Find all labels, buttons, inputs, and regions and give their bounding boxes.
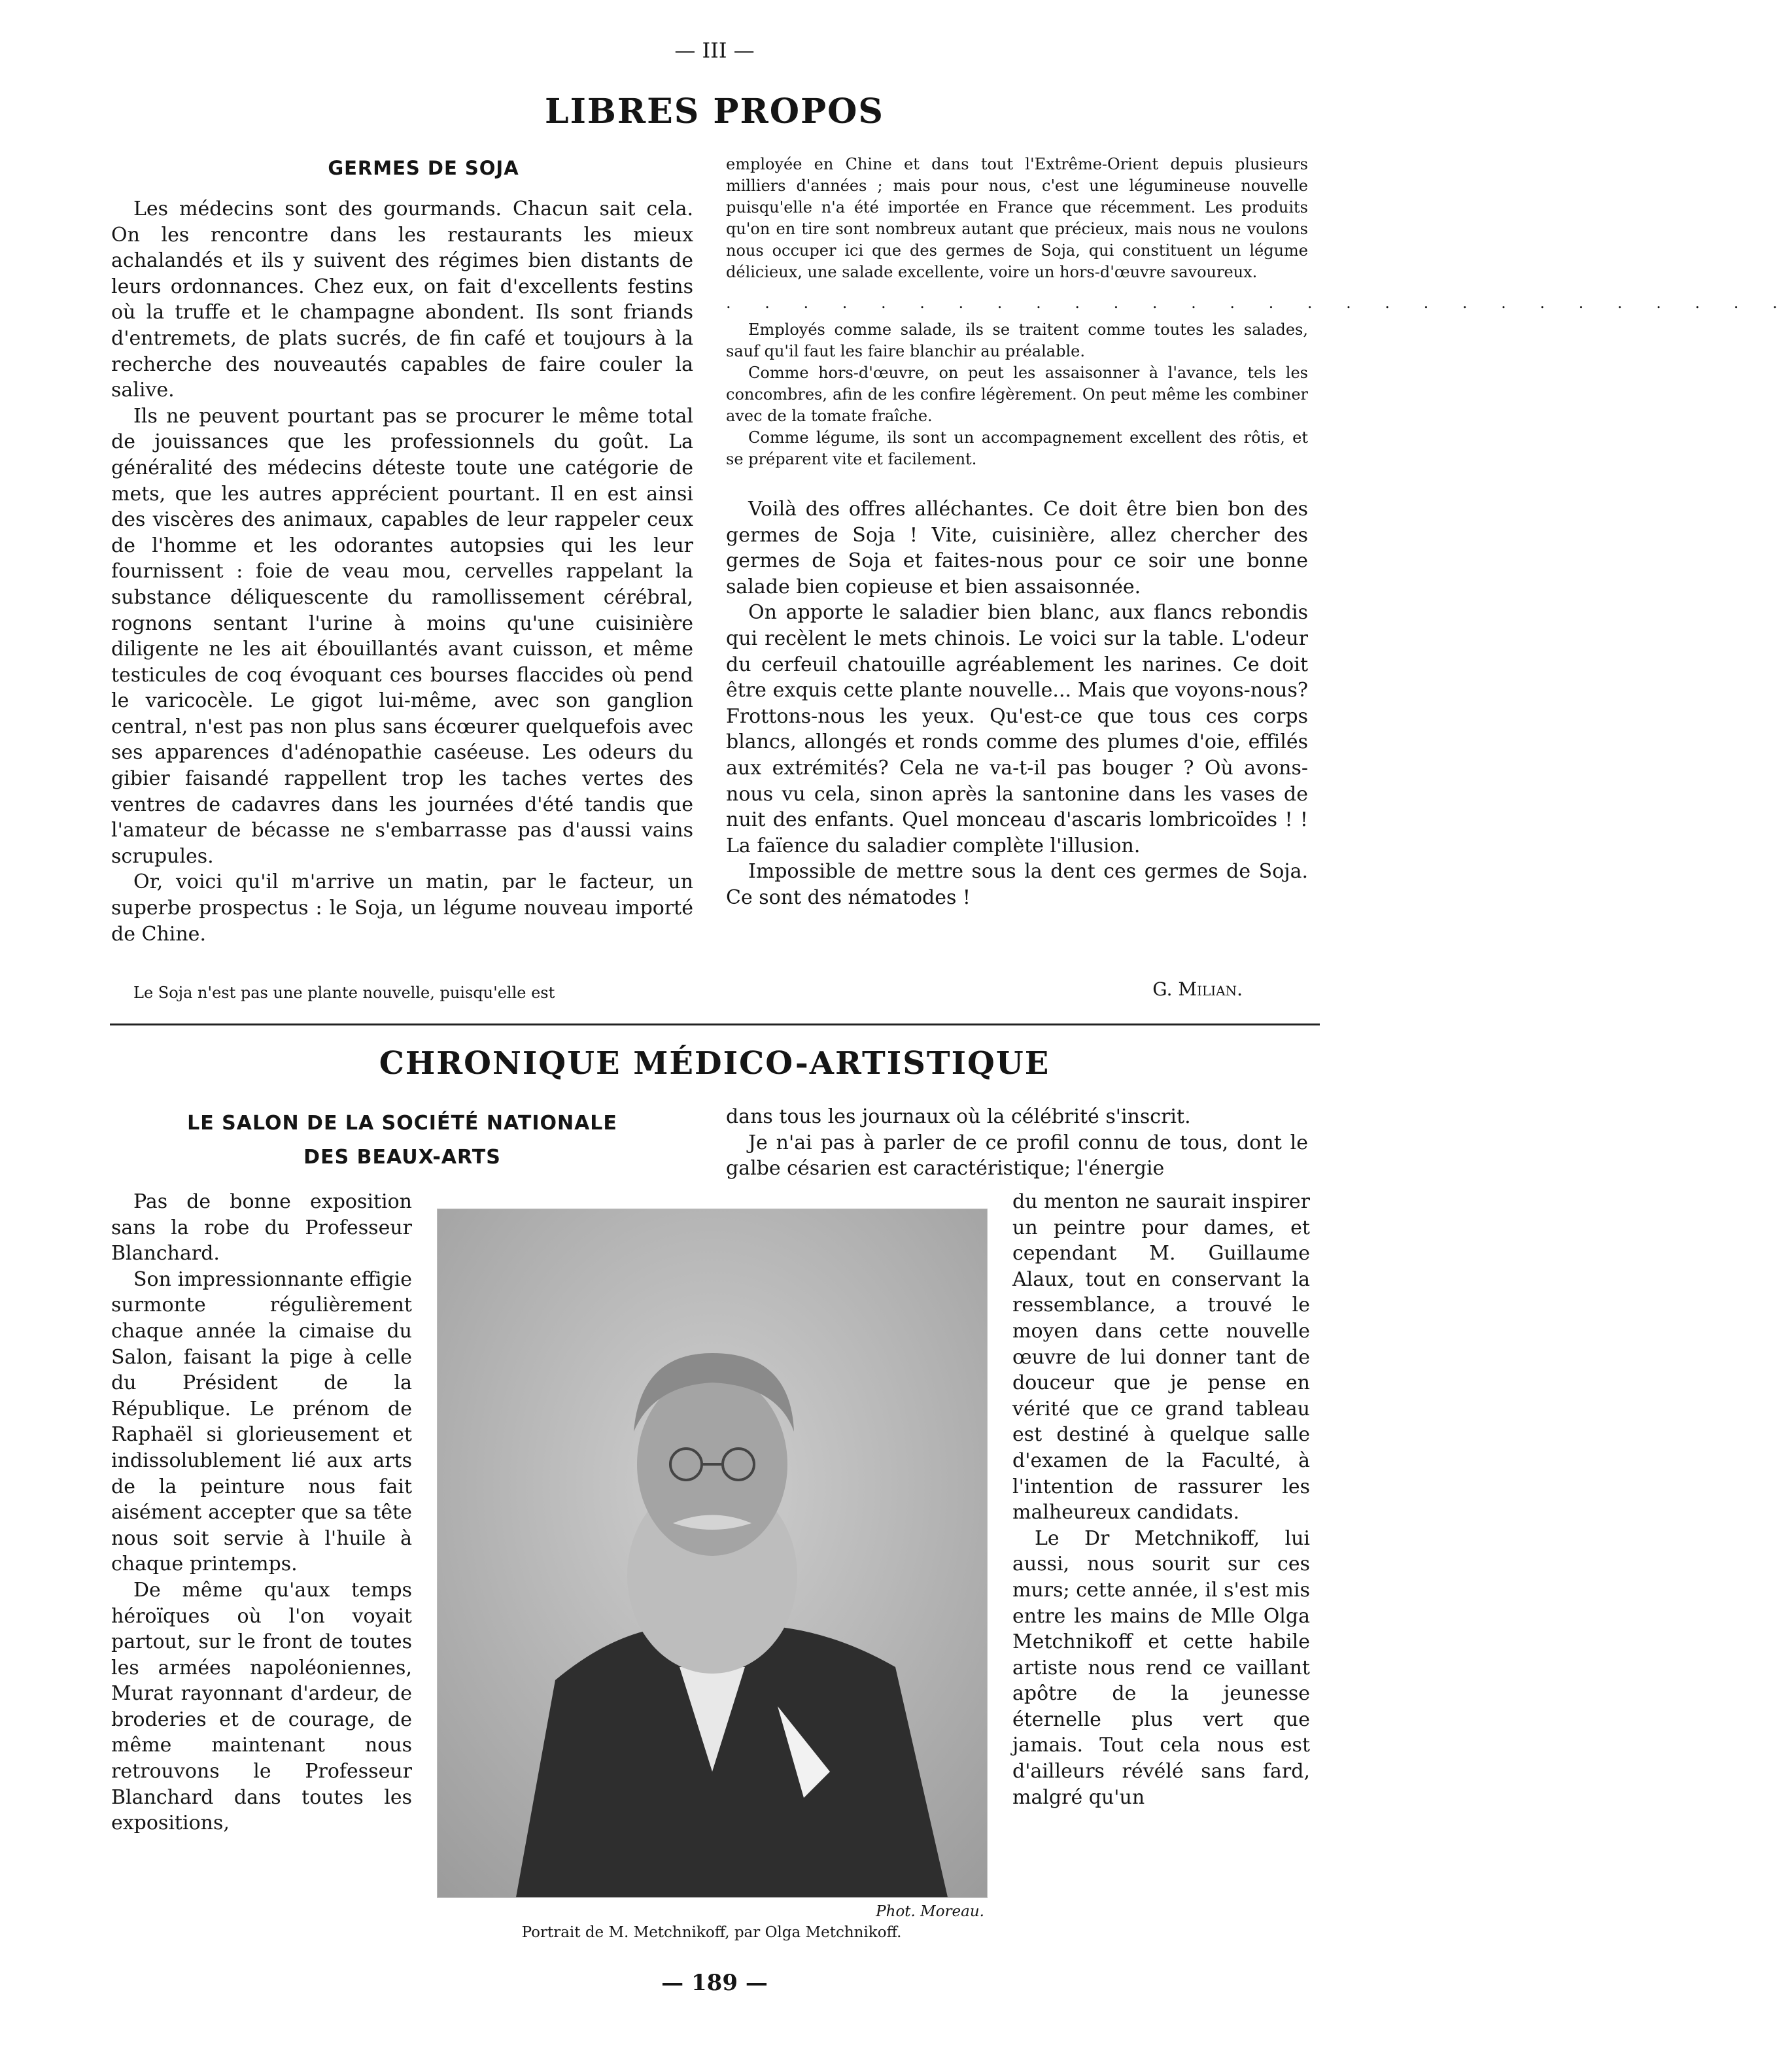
photo-credit: Phot. Moreau.	[876, 1903, 984, 1920]
paragraph: Le Dr Metchnikoff, lui aussi, nous sourit sur ces murs; cette année, il s'est mis entre les mains de Mlle Olga Metchnikoff et cette habile artiste nous rend ce vaillant apôtre de la jeunesse éternelle plus vert que jamais. Tout cela nous est d'ailleurs révélé sans fard, malgré qu'un	[1012, 1526, 1310, 1809]
paragraph: Je n'ai pas à parler de ce profil connu de tous, dont le galbe césarien est caractéristique; l'énergie	[726, 1131, 1308, 1180]
paragraph: Les médecins sont des gourmands. Chacun sait cela. On les rencontre dans les restaurants les mieux achalandés et ils y suivent des régimes bien distants de leurs ordonnances. Chez eux, on fait d'excellents festins où la truffe et le champagne abondent. Ils sont friands d'entremets, de plats sucrés, de fin café et toujours à la recherche des nouveautés capables de faire couler la salive.	[111, 198, 693, 402]
right-column-libres-propos	[726, 154, 1792, 911]
small-text-left: Le Soja n'est pas une plante nouvelle, puisqu'elle est	[133, 984, 555, 1002]
section-divider	[110, 1024, 1320, 1025]
small-text-block: Employés comme salade, ils se traitent comme toutes les salades, sauf qu'il faut les faire blanchir au préalable.	[726, 320, 1308, 360]
paragraph: Voilà des offres alléchantes. Ce doit être bien bon des germes de Soja ! Vite, cuisinière, allez chercher des germes de Soja et faites-nous pour ce soir une bonne salade bien copieuse et bien assaisonnée.	[726, 498, 1308, 598]
section-title-libres-propos: LIBRES PROPOS	[545, 92, 884, 131]
portrait-photo	[437, 1209, 988, 1898]
page-number: — 189 —	[661, 1970, 768, 1996]
small-text-block: Comme légume, ils sont un accompagnement excellent des rôtis, et se préparent vite et facilement.	[726, 428, 1308, 468]
portrait-illustration	[438, 1209, 987, 1897]
paragraph: du menton ne saurait inspirer un peintre pour dames, et cependant M. Guillaume Alaux, tout en conservant la ressemblance, a trouvé le moyen dans cette nouvelle œuvre de lui donner tant de douceur que je pense en vérité que ce grand tableau est destiné à quelque salle d'examen de la Faculté, à l'intention de rassurer les malheureux candidats.	[1012, 1190, 1310, 1524]
small-text-block: Comme hors-d'œuvre, on peut les assaisonner à l'avance, tels les concombres, afin de les confire légèrement. On peut même les combiner avec de la tomate fraîche.	[726, 364, 1308, 425]
paragraph: Pas de bonne exposition sans la robe du Professeur Blanchard.	[111, 1190, 412, 1265]
portrait-caption: Portrait de M. Metchnikoff, par Olga Metchnikoff.	[521, 1924, 902, 1941]
paragraph: Son impressionnante effigie surmonte régulièrement chaque année la cimaise du Salon, faisant la pige à celle du Président de la République. Le prénom de Raphaël si glorieusement et indissolublement lié aux arts de la peinture nous fait aisément accepter que sa tête nous soit servie à l'huile à chaque printemps.	[111, 1267, 412, 1576]
ellipsis-divider: . . . . . . . . . . . . . . . . . . . . . . . . . . . .	[726, 294, 1792, 312]
paragraph: Impossible de mettre sous la dent ces germes de Soja. Ce sont des nématodes !	[726, 860, 1308, 909]
article-title-germes-de-soja: GERMES DE SOJA	[328, 157, 519, 179]
right-column-top	[726, 1104, 1308, 1182]
signature: G. Milian.	[1152, 978, 1243, 1000]
paragraph: De même qu'aux temps héroïques où l'on voyait partout, sur le front de toutes les armées napoléoniennes, Murat rayonnant d'ardeur, de broderies et de courage, de même maintenant nous retrouvons le Professeur Blanchard dans toutes les expositions,	[111, 1578, 412, 1835]
paragraph: Ils ne peuvent pourtant pas se procurer le même total de jouissances que les professionnels du goût. La généralité des médecins déteste toute une catégorie de mets, que les autres apprécient pourtant. Il en est ainsi des viscères des animaux, capables de leur rappeler ceux de l'homme et les odorantes autopsies qui les leur fournissent : foie de veau mou, cervelles rappelant la substance déliquescente du ramollissement cérébral, rognons sentant l'urine à moins qu'une cuisinière diligente ne les ait ébouillantés avant cuisson, et même testicules de coq évoquant ces bourses flaccides où pend le varicocèle. Le gigot lui-même, avec son ganglion central, n'est pas non plus sans écœurer quelquefois avec ses apparences d'adénopathie caséeuse. Les odeurs du gibier faisandé rappellent trop les taches vertes des ventres de cadavres dans les journées d'été tandis que l'amateur de bécasse ne s'embarrasse pas d'aussi vains scrupules.	[111, 404, 693, 868]
paragraph: Or, voici qu'il m'arrive un matin, par le facteur, un superbe prospectus : le Soja, un légume nouveau importé de Chine.	[111, 870, 693, 946]
left-column-libres-propos	[111, 196, 693, 947]
paragraph: dans tous les journaux où la célébrité s'inscrit.	[726, 1105, 1191, 1128]
small-text-block: employée en Chine et dans tout l'Extrême-Orient depuis plusieurs milliers d'années ; mais pour nous, c'est une légumineuse nouvelle puisqu'elle n'a été importée en France que récemment. Les produits qu'on en tire sont nombreux autant que précieux, mais nous ne voulons nous occuper ici que des germes de Soja, qui constituent un légume délicieux, une salade excellente, voire un hors-d'œuvre savoureux.	[726, 155, 1308, 281]
right-column-narrow	[1012, 1189, 1310, 1810]
paragraph: On apporte le saladier bien blanc, aux flancs rebondis qui recèlent le mets chinois. Le voici sur la table. L'odeur du cerfeuil chatouille agréablement les narines. Ce doit être exquis cette plante nouvelle... Mais que voyons-nous? Frottons-nous les yeux. Qu'est-ce que tous ces corps blancs, allongés et ronds comme des plumes d'oie, effilés aux extrémités? Cela ne va-t-il pas bouger ? Où avons-nous vu cela, sinon après la santonine dans les vases de nuit des enfants. Quel monceau d'ascaris lombricoïdes ! ! La faïence du saladier complète l'illusion.	[726, 601, 1308, 857]
section-title-chronique: CHRONIQUE MÉDICO-ARTISTIQUE	[379, 1045, 1050, 1082]
left-column-chronique	[111, 1189, 412, 1836]
article-title-salon-line2: DES BEAUX-ARTS	[303, 1146, 501, 1169]
article-title-salon: LE SALON DE LA SOCIÉTÉ NATIONALE	[187, 1112, 617, 1135]
page-numeral: — III —	[674, 38, 755, 63]
